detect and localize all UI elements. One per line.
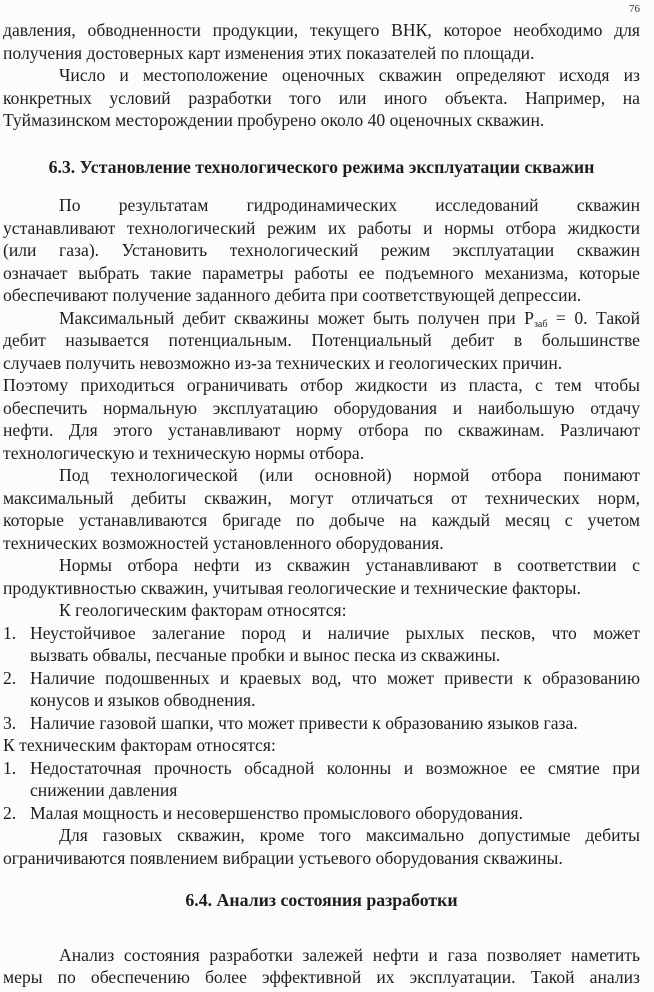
- text-span: вызвать обвалы, песчаные пробки и вынос песка из скважины.: [30, 645, 501, 665]
- subscript: заб: [533, 318, 548, 330]
- text-line: [3, 87, 640, 110]
- paragraph: [3, 464, 640, 554]
- text-line: [3, 577, 640, 600]
- text-line: [3, 644, 640, 667]
- text-span: нефти. Для этого устанавливают норму отбора по скважинам. Различают: [3, 420, 640, 440]
- text-span: снижении давления: [30, 780, 178, 800]
- text-line: [3, 419, 640, 442]
- text-line: [3, 734, 640, 757]
- text-line: [3, 329, 640, 352]
- text-span: давления, обводненности продукции, текущего ВНК, которое необходимо для: [3, 20, 640, 40]
- page-number: 76: [629, 3, 640, 15]
- text-line: [3, 944, 640, 967]
- text-span: По результатам гидродинамических исследований скважин: [59, 195, 640, 215]
- section-heading: 6.3. Установление технологического режима эксплуатации скважин: [48, 156, 595, 177]
- text-line: [3, 622, 640, 645]
- paragraph: [3, 194, 640, 307]
- text-line: [3, 802, 640, 825]
- text-span: Наличие подошвенных и краевых вод, что может привести к образованию: [30, 667, 640, 688]
- text-line: [3, 19, 640, 42]
- text-span: Поэтому приходиться ограничивать отбор жидкости из пласта, с тем чтобы: [3, 375, 640, 395]
- list-item: [3, 667, 640, 712]
- text-line: [3, 464, 640, 487]
- text-span: = 0. Такой: [547, 307, 641, 328]
- text-line: [3, 217, 640, 240]
- text-span: Малая мощность и несовершенство промыслового оборудования.: [30, 802, 524, 823]
- text-line: [3, 239, 640, 262]
- text-line: [3, 109, 640, 132]
- text-span: обеспечивают получение заданного дебита при соответствующей депрессии.: [3, 285, 582, 305]
- text-span: Под технологической (или основной) нормой отбора понимают: [59, 465, 640, 485]
- text-span: ограничиваются появлением вибрации устьевого оборудования скважины.: [3, 847, 563, 868]
- text-span: продуктивностью скважин, учитывая геологические и технические факторы.: [3, 577, 581, 598]
- text-span: Наличие газовой шапки, что может привести к образованию языков газа.: [30, 712, 578, 733]
- text-line: [3, 64, 640, 87]
- text-line: [3, 966, 640, 989]
- text-line: [3, 554, 640, 577]
- text-span: К техническим факторам относятся:: [3, 735, 276, 755]
- text-span: Неустойчивое залегание пород и наличие рыхлых песков, что может: [30, 622, 640, 643]
- text-line: [3, 779, 640, 802]
- paragraph: [3, 599, 640, 622]
- text-line: [3, 712, 640, 735]
- paragraph: [3, 19, 640, 64]
- paragraph: [3, 64, 640, 132]
- list-number: 3.: [3, 712, 17, 733]
- text-span: (или газа). Установить технологический режим эксплуатации скважин: [3, 240, 640, 260]
- text-line: [3, 442, 640, 465]
- text-line: [3, 689, 640, 712]
- text-span: которые устанавливаются бригаде по добыче на каждый месяц с учетом: [3, 510, 640, 530]
- text-span: конкретных условий разработки того или иного объекта. Например, на: [3, 87, 640, 108]
- text-line: [3, 532, 640, 555]
- text-span: технологическую и техническую нормы отбора.: [3, 442, 365, 463]
- paragraph: [3, 944, 640, 989]
- text-line: [3, 599, 640, 622]
- text-span: Туймазинском месторождении пробурено около 40 оценочных скважин.: [3, 110, 545, 130]
- paragraph: [3, 734, 640, 757]
- text-span: Нормы отбора нефти из скважин устанавливают в соответствии с: [59, 555, 640, 575]
- text-line: [3, 262, 640, 285]
- paragraph: [3, 554, 640, 599]
- text-line: [3, 352, 640, 375]
- text-line: [3, 757, 640, 780]
- text-line: [3, 487, 640, 510]
- text-line: [3, 374, 640, 397]
- document-body: [3, 19, 640, 989]
- text-span: получения достоверных карт изменения этих показателей по площади.: [3, 42, 535, 63]
- text-line: [3, 194, 640, 217]
- text-span: технических возможностей установленного оборудования.: [3, 532, 444, 553]
- text-line: [3, 284, 640, 307]
- text-span: максимальный дебиты скважин, могут отличаться от технических норм,: [3, 487, 640, 508]
- text-span: Максимальный дебит скважины может быть получен при Р: [59, 307, 534, 328]
- text-span: конусов и языков обводнения.: [30, 690, 256, 710]
- list-item: [3, 712, 640, 735]
- list-item: [3, 802, 640, 825]
- paragraph: [3, 307, 640, 465]
- text-line: [3, 509, 640, 532]
- text-span: устанавливают технологический режим их работы и нормы отбора жидкости: [3, 217, 640, 238]
- text-span: Число и местоположение оценочных скважин определяют исходя из: [59, 65, 640, 85]
- text-line: [3, 667, 640, 690]
- list-number: 1.: [3, 622, 17, 643]
- list-number: 2.: [3, 802, 17, 823]
- text-span: означает выбрать такие параметры работы ее подъемного механизма, которые: [3, 262, 640, 283]
- text-span: меры по обеспечению более эффективной их эксплуатации. Такой анализ: [3, 967, 640, 987]
- text-line: [3, 847, 640, 870]
- paragraph: [3, 824, 640, 869]
- text-span: обеспечить нормальную эксплуатацию оборудования и наибольшую отдачу: [3, 397, 640, 418]
- section-heading: 6.4. Анализ состояния разработки: [185, 890, 458, 910]
- text-line: [3, 42, 640, 65]
- text-span: случаев получить невозможно из-за технических и геологических причин.: [3, 352, 563, 373]
- text-span: Анализ состояния разработки залежей нефти и газа позволяет наметить: [59, 944, 640, 965]
- list-number: 2.: [3, 667, 17, 688]
- list-item: [3, 622, 640, 667]
- text-line: [3, 397, 640, 420]
- text-span: Недостаточная прочность обсадной колонны и возможное ее смятие при: [30, 757, 640, 778]
- text-span: дебит называется потенциальным. Потенциальный дебит в большинстве: [3, 330, 640, 350]
- text-line: [3, 307, 640, 330]
- list-item: [3, 757, 640, 802]
- list-number: 1.: [3, 757, 17, 778]
- text-line: [3, 824, 640, 847]
- text-span: К геологическим факторам относятся:: [59, 600, 347, 620]
- text-span: Для газовых скважин, кроме того максимально допустимые дебиты: [59, 825, 640, 845]
